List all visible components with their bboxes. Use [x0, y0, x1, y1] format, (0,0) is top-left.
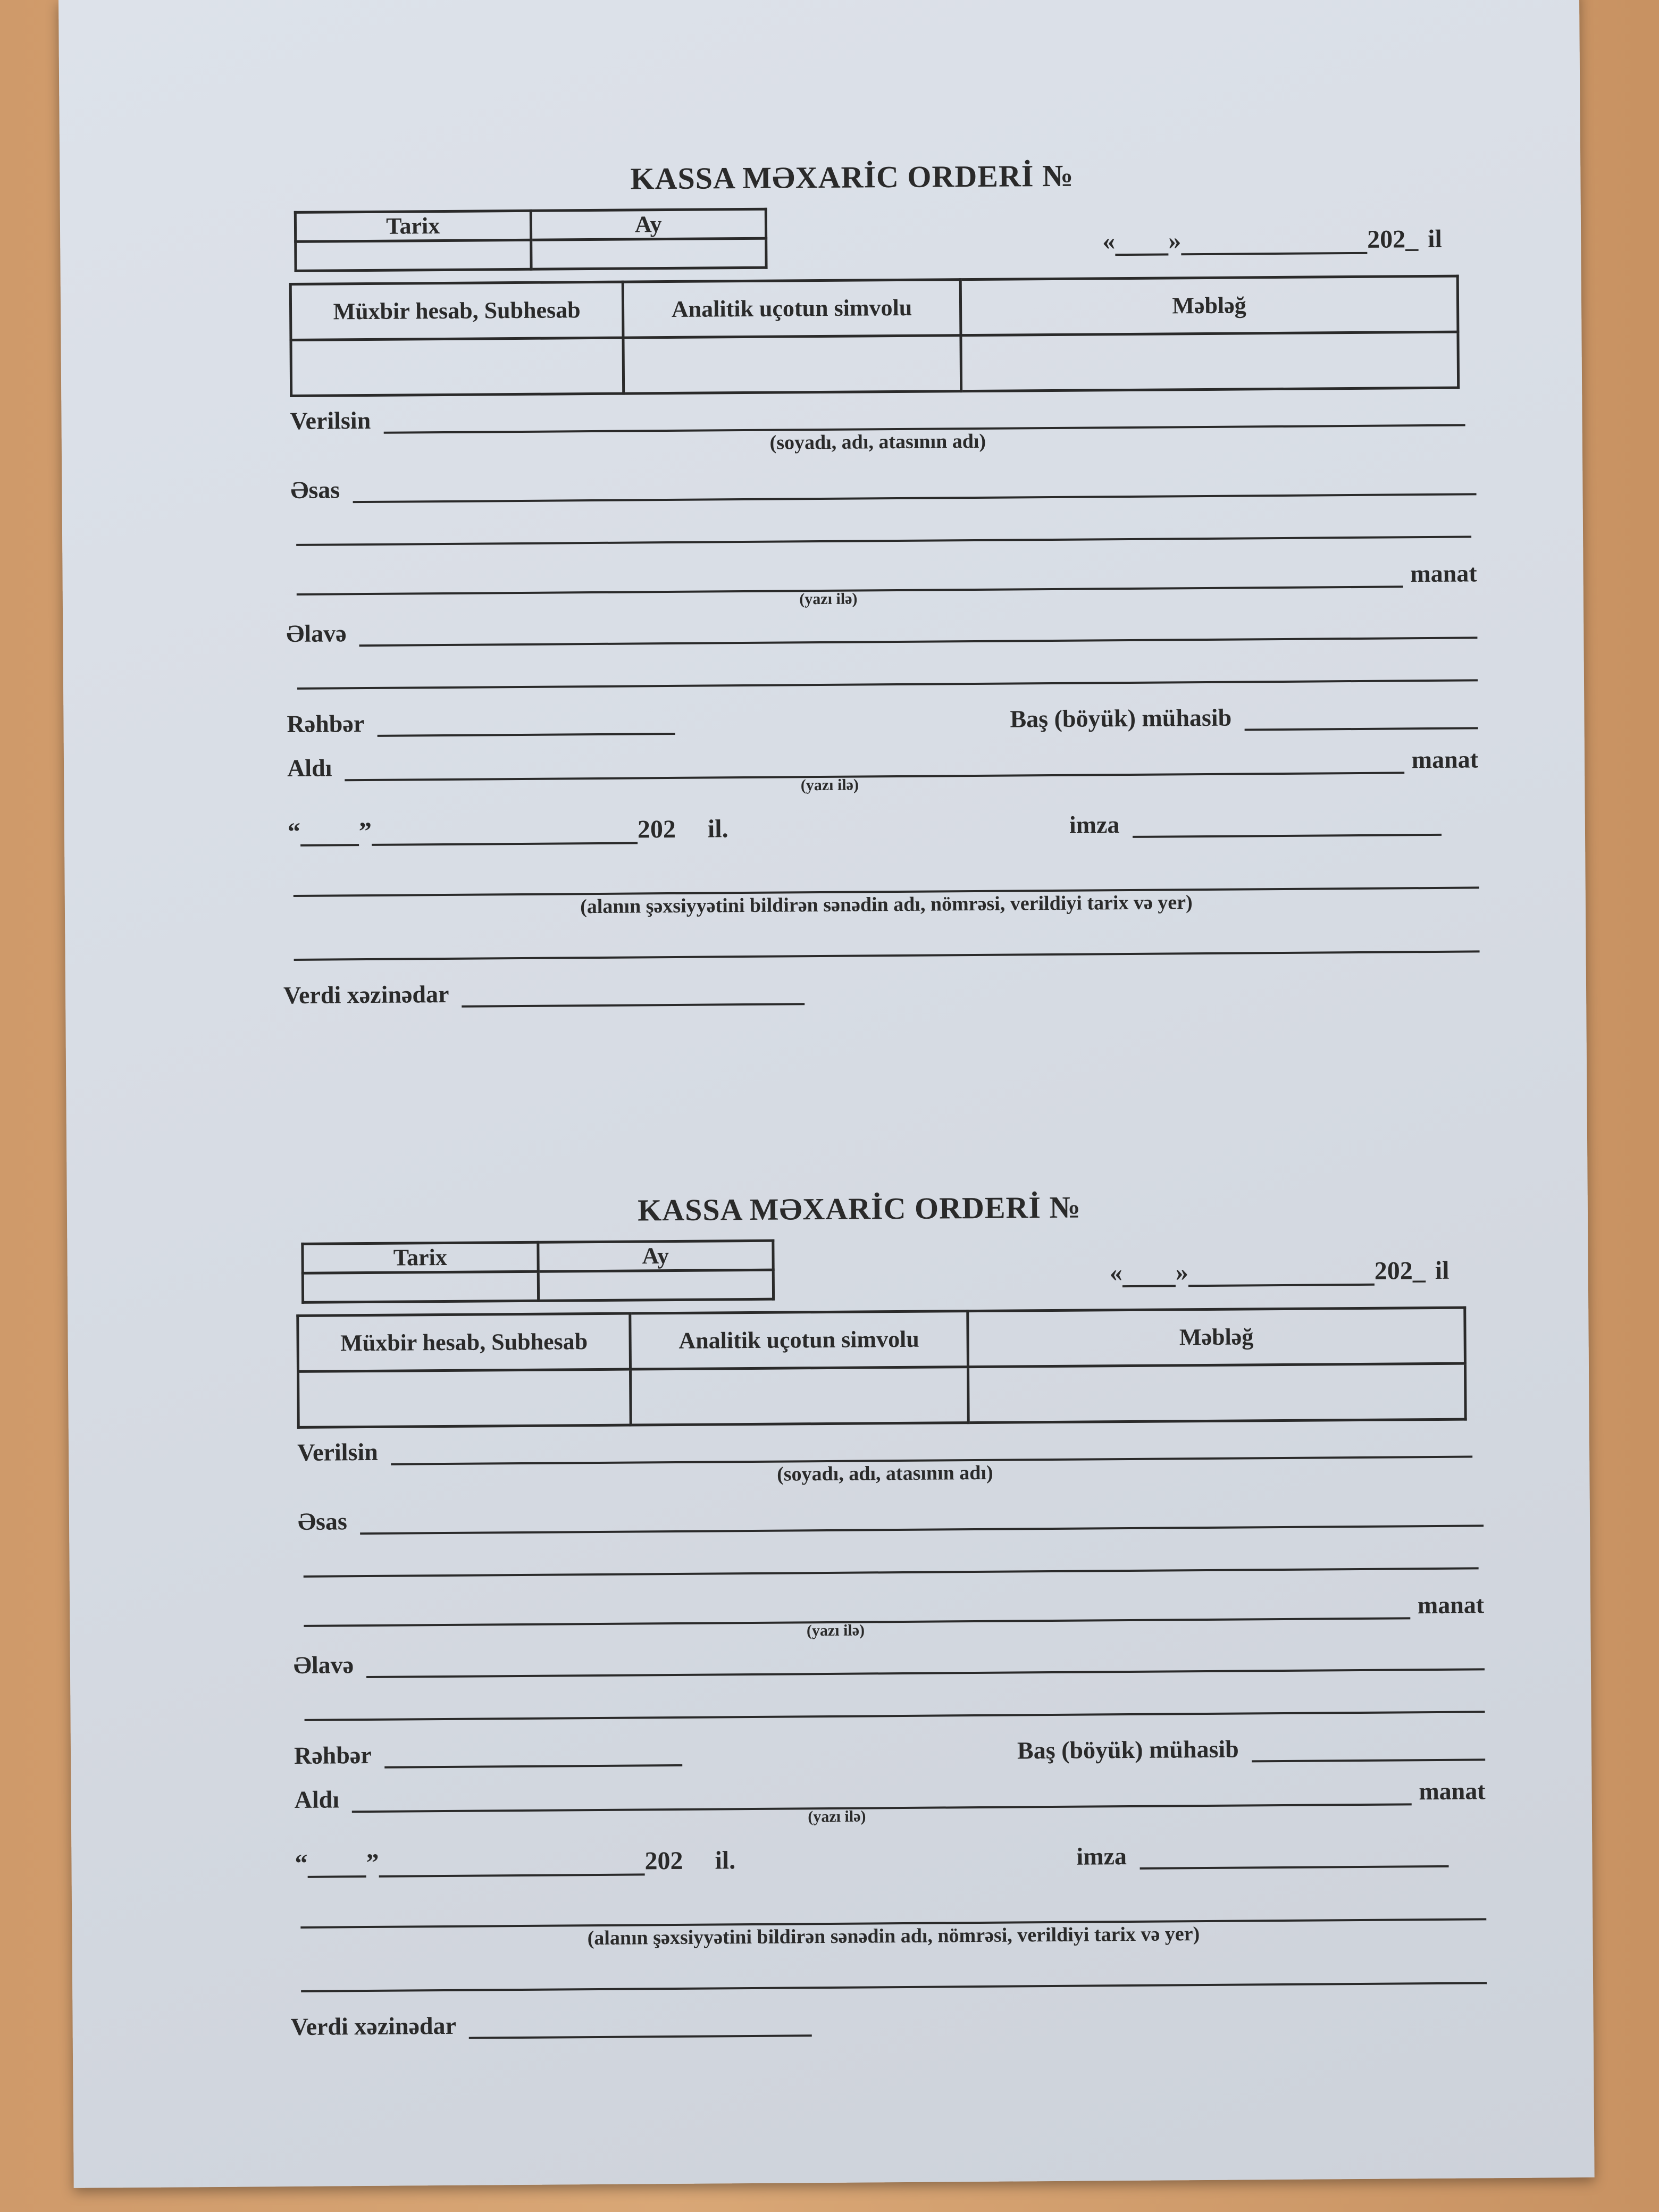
date-cell-ay[interactable]: [538, 1270, 774, 1301]
imza-field[interactable]: [1132, 809, 1442, 838]
aldi-currency: manat: [1411, 745, 1479, 774]
form-title: KASSA MƏXARİC ORDERİ №: [630, 158, 1074, 196]
elave-row: [286, 612, 1477, 647]
date-table: [301, 1239, 775, 1304]
aldi-hint: (yazı ilə): [800, 776, 859, 794]
verdi-field[interactable]: [469, 2010, 812, 2039]
cell-analitik-ucot[interactable]: [631, 1367, 969, 1425]
year-prefix: 202_: [1374, 1256, 1426, 1285]
esas-field-2[interactable]: [303, 1543, 1478, 1577]
document-row-2: [294, 926, 1479, 961]
bas-muhasib-field[interactable]: [1252, 1734, 1486, 1762]
cell-mebleg[interactable]: [968, 1363, 1465, 1423]
accounts-table: [296, 1306, 1467, 1429]
elave-label: Əlavə: [286, 619, 347, 648]
col-analitik-ucot: Analitik uçotun simvolu: [630, 1311, 968, 1369]
aldi-label: Aldı: [287, 754, 332, 782]
document-field-2[interactable]: [294, 926, 1479, 961]
elave-row: [294, 1644, 1485, 1679]
esas-row-2: [296, 511, 1471, 546]
bas-muhasib-label: Baş (böyük) mühasib: [1010, 703, 1232, 733]
verdi-row: [283, 978, 805, 1009]
esas-row: [298, 1500, 1484, 1535]
bas-muhasib-label: Baş (böyük) mühasib: [1017, 1735, 1239, 1764]
quote-close: »: [1168, 227, 1182, 255]
received-month-field[interactable]: [379, 1849, 644, 1877]
year-prefix: 202_: [1367, 225, 1419, 254]
received-quote-open: “: [295, 1849, 308, 1878]
received-quote-close: ”: [366, 1848, 379, 1878]
date-col-tarix: Tarix: [303, 1242, 538, 1273]
cell-analitik-ucot[interactable]: [623, 336, 961, 393]
aldi-hint: (yazı ilə): [808, 1807, 866, 1826]
received-day-field[interactable]: [307, 1851, 366, 1878]
cell-muxbir-hesab[interactable]: [291, 338, 624, 396]
verilsin-hint: (soyadı, adı, atasının adı): [776, 1461, 993, 1486]
received-date-line: [295, 1846, 735, 1878]
esas-currency: manat: [1417, 1591, 1485, 1619]
verdi-row: [290, 2010, 811, 2040]
col-mebleg: Məbləğ: [968, 1308, 1465, 1367]
month-field[interactable]: [1181, 228, 1367, 255]
verdi-field[interactable]: [462, 978, 805, 1007]
order-date-line: [1102, 224, 1442, 256]
elave-label: Əlavə: [293, 1651, 354, 1679]
received-date-line: [288, 814, 728, 847]
bas-muhasib-row: [1010, 702, 1478, 732]
verilsin-label: Verilsin: [290, 406, 371, 434]
bas-muhasib-row: [1017, 1734, 1485, 1764]
cash-order-form-2: [232, 1176, 1493, 2088]
esas-label: Əsas: [297, 1507, 347, 1535]
quote-close: »: [1175, 1258, 1188, 1287]
elave-row-2: [297, 655, 1478, 689]
elave-field-2[interactable]: [304, 1686, 1485, 1721]
rehber-label: Rəhbər: [287, 710, 365, 738]
form-title: KASSA MƏXARİC ORDERİ №: [637, 1189, 1081, 1228]
received-year-suffix: il.: [707, 815, 728, 843]
elave-field-1[interactable]: [366, 1644, 1485, 1678]
order-date-line: [1110, 1256, 1449, 1287]
imza-label: imza: [1076, 1842, 1127, 1870]
esas-hint: (yazı ilə): [806, 1621, 865, 1640]
elave-row-2: [304, 1686, 1485, 1721]
elave-field-2[interactable]: [297, 655, 1478, 689]
date-col-tarix: Tarix: [295, 211, 531, 241]
aldi-currency: manat: [1419, 1777, 1486, 1805]
cell-muxbir-hesab[interactable]: [298, 1369, 631, 1427]
cell-mebleg[interactable]: [961, 332, 1459, 391]
received-year: 202: [644, 1846, 683, 1875]
date-col-ay: Ay: [531, 209, 766, 240]
elave-field-1[interactable]: [359, 612, 1477, 647]
imza-row: [1069, 809, 1442, 839]
aldi-label: Aldı: [294, 1786, 340, 1813]
esas-row-2: [303, 1543, 1478, 1577]
rehber-row: [294, 1740, 682, 1769]
rehber-field[interactable]: [384, 1740, 683, 1769]
received-quote-open: “: [287, 817, 301, 847]
document-hint: (alanın şəxsiyyətini bildirən sənədin adı, nömrəsi, verildiyi tarix və yer): [587, 1923, 1200, 1950]
imza-field[interactable]: [1139, 1841, 1449, 1870]
esas-hint: (yazı ilə): [799, 590, 858, 608]
date-cell-ay[interactable]: [531, 238, 766, 269]
esas-field-1[interactable]: [353, 468, 1477, 503]
cash-order-form-1: [224, 144, 1486, 1057]
date-table: [294, 208, 768, 272]
esas-currency: manat: [1410, 559, 1477, 588]
quote-open: «: [1109, 1259, 1122, 1287]
day-field[interactable]: [1122, 1260, 1176, 1287]
document-row-2: [301, 1957, 1487, 1992]
rehber-row: [287, 708, 675, 738]
received-day-field[interactable]: [300, 819, 359, 847]
date-cell-tarix[interactable]: [303, 1271, 538, 1302]
col-mebleg: Məbləğ: [960, 276, 1458, 336]
esas-label: Əsas: [290, 476, 340, 504]
received-month-field[interactable]: [372, 817, 638, 845]
year-suffix: il: [1435, 1256, 1449, 1285]
day-field[interactable]: [1115, 229, 1168, 256]
month-field[interactable]: [1188, 1259, 1375, 1287]
col-muxbir-hesab: Müxbir hesab, Subhesab: [290, 282, 623, 340]
document-field-2[interactable]: [301, 1957, 1487, 1992]
col-analitik-ucot: Analitik uçotun simvolu: [623, 280, 961, 338]
received-year-suffix: il.: [715, 1846, 736, 1875]
rehber-field[interactable]: [377, 708, 675, 737]
rehber-label: Rəhbər: [294, 1741, 372, 1769]
col-muxbir-hesab: Müxbir hesab, Subhesab: [298, 1313, 631, 1371]
imza-row: [1076, 1841, 1448, 1870]
esas-field-2[interactable]: [296, 511, 1471, 546]
received-quote-close: ”: [358, 817, 372, 846]
esas-field-1[interactable]: [360, 1500, 1484, 1535]
verilsin-hint: (soyadı, adı, atasının adı): [769, 430, 986, 454]
document-hint: (alanın şəxsiyyətini bildirən sənədin adı, nömrəsi, verildiyi tarix və yer): [580, 891, 1193, 918]
paper-sheet: [58, 0, 1595, 2188]
quote-open: «: [1102, 227, 1116, 256]
date-col-ay: Ay: [538, 1241, 773, 1271]
bas-muhasib-field[interactable]: [1244, 702, 1478, 731]
year-suffix: il: [1428, 224, 1443, 254]
verdi-label: Verdi xəzinədar: [283, 980, 449, 1009]
esas-row: [290, 468, 1476, 504]
verdi-label: Verdi xəzinədar: [290, 2012, 457, 2041]
imza-label: imza: [1069, 811, 1120, 839]
received-year: 202: [637, 815, 676, 844]
accounts-table: [289, 275, 1460, 397]
verilsin-label: Verilsin: [297, 1438, 378, 1466]
date-cell-tarix[interactable]: [296, 240, 531, 271]
